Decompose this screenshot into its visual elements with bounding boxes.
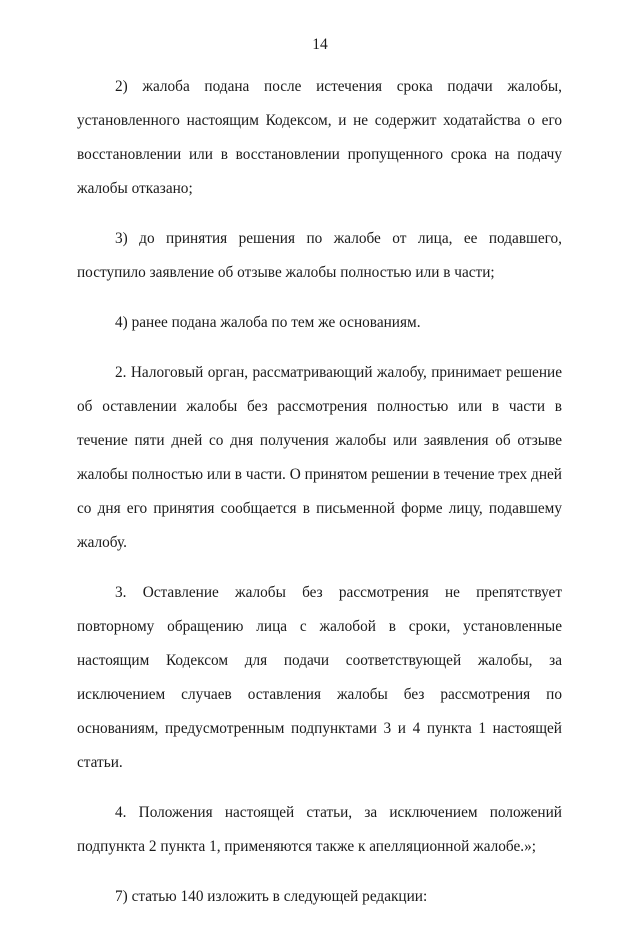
paragraph-item-2: 2. Налоговый орган, рассматривающий жалобу, принимает решение об оставлении жалобы без рассмотрения полностью или в части в течение пяти дней со дня получения жалобы или заявления об отзыве жалобы полностью или в части. О принятом решении в течение трех дней со дня его принятия сообщается в письменной форме лицу, подавшему жалобу. — [77, 364, 562, 551]
paragraph-item-3: 3. Оставление жалобы без рассмотрения не препятствует повторному обращению лица с жалобой в сроки, установленные настоящим Кодексом для подачи соответствующей жалобы, за исключением случаев оставления жалобы без рассмотрения по основаниям, предусмотренным подпунктами 3 и 4 пункта 1 настоящей статьи. — [77, 584, 562, 771]
paragraph-subitem-4: 4) ранее подана жалоба по тем же основаниям. — [115, 314, 421, 331]
paragraph-subitem-3: 3) до принятия решения по жалобе от лица, ее подавшего, поступило заявление об отзыве жалобы полностью или в части; — [77, 230, 562, 281]
paragraph-amendment-7: 7) статью 140 изложить в следующей редакции: — [115, 888, 428, 905]
paragraph-item-4: 4. Положения настоящей статьи, за исключением положений подпункта 2 пункта 1, применяются также к апелляционной жалобе.»; — [77, 804, 562, 855]
document-body — [77, 70, 562, 930]
page-number: 14 — [312, 36, 328, 53]
paragraph-subitem-2: 2) жалоба подана после истечения срока подачи жалобы, установленного настоящим Кодексом, и не содержит ходатайства о его восстановлении или в восстановлении пропущенного срока на подачу жалобы отказано; — [77, 78, 562, 197]
